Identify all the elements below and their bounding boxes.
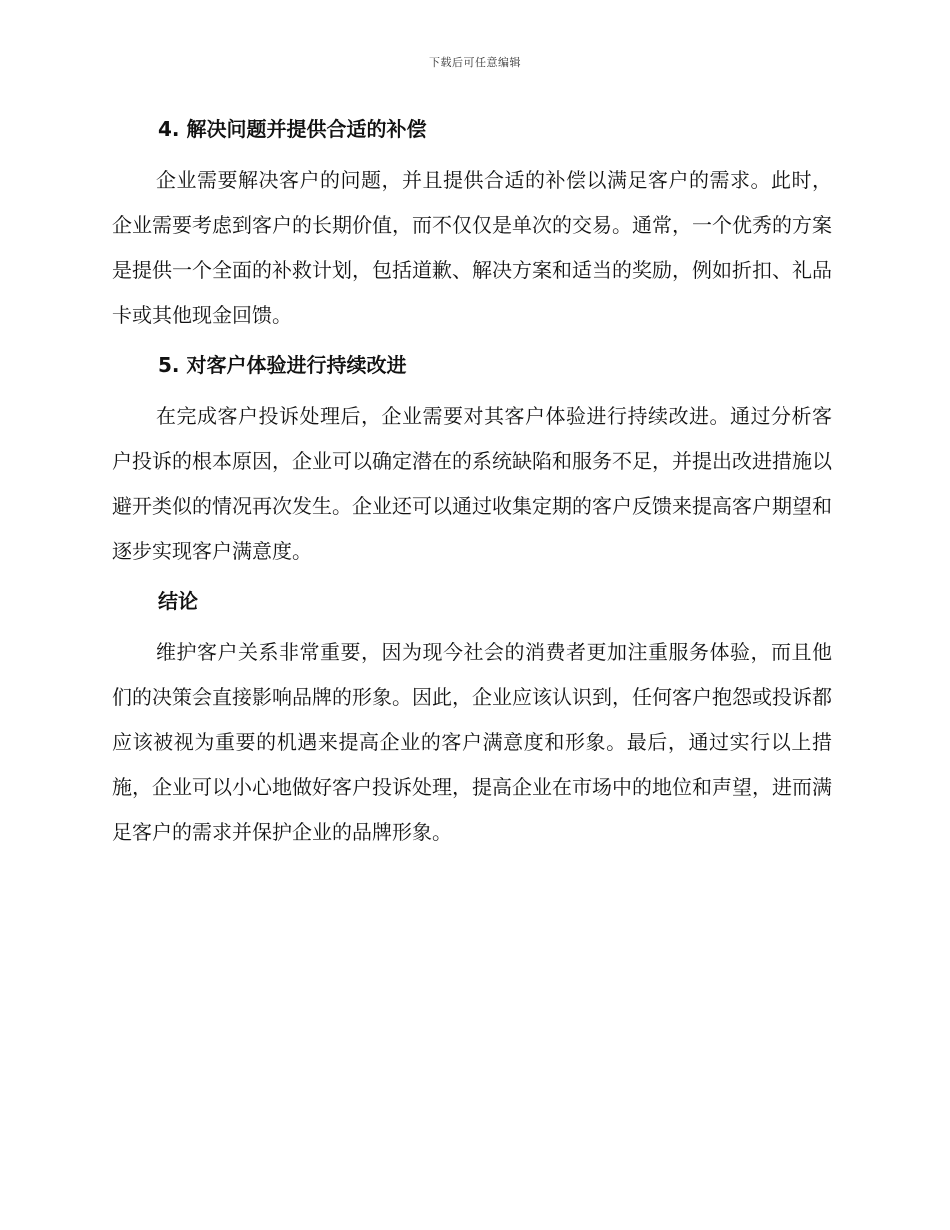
section-heading-4: 4. 解决问题并提供合适的补偿 — [158, 117, 427, 141]
section-heading-conclusion: 结论 — [158, 589, 198, 613]
document-body — [112, 114, 832, 867]
section-paragraph-conclusion: 维护客户关系非常重要，因为现今社会的消费者更加注重服务体验，而且他们的决策会直接影响品牌的形象。因此，企业应该认识到，任何客户抱怨或投诉都应该被视为重要的机遇来提高企业的客户满意度和形象。最后，通过实行以上措施，企业可以小心地做好客户投诉处理，提高企业在市场中的地位和声望，进而满足客户的需求并保护企业的品牌形象。 — [112, 640, 832, 844]
section-paragraph-4: 企业需要解决客户的问题，并且提供合适的补偿以满足客户的需求。此时，企业需要考虑到客户的长期价值，而不仅仅是单次的交易。通常，一个优秀的方案是提供一个全面的补救计划，包括道歉、解决方案和适当的奖励，例如折扣、礼品卡或其他现金回馈。 — [112, 168, 832, 327]
section-paragraph-5: 在完成客户投诉处理后，企业需要对其客户体验进行持续改进。通过分析客户投诉的根本原因，企业可以确定潜在的系统缺陷和服务不足，并提出改进措施以避开类似的情况再次发生。企业还可以通过收集定期的客户反馈来提高客户期望和逐步实现客户满意度。 — [112, 404, 832, 563]
page-header: 下载后可任意编辑 — [429, 56, 521, 69]
section-heading-5: 5. 对客户体验进行持续改进 — [158, 353, 407, 377]
